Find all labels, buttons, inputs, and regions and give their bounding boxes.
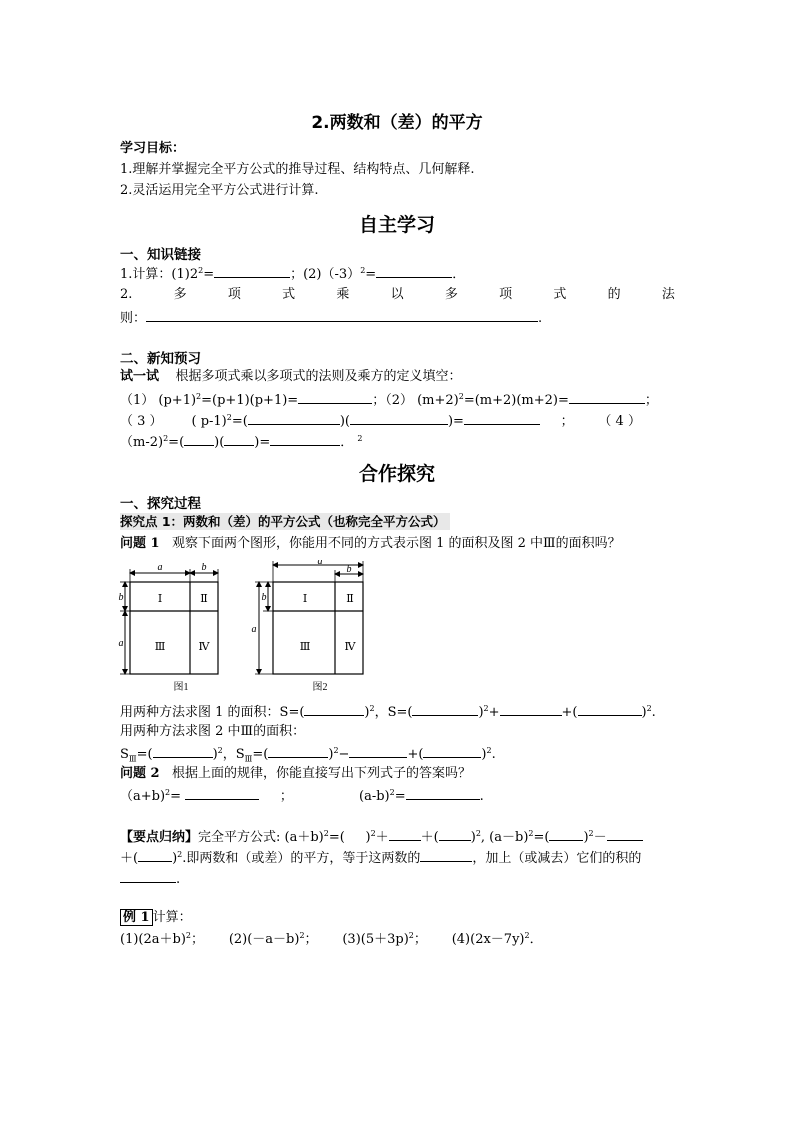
try-intro: 试一试 根据多项式乘以多项式的法则及乘方的定义填空：: [120, 369, 462, 384]
answer-blank[interactable]: [214, 265, 290, 278]
region-3: Ⅲ: [299, 641, 311, 653]
label-b: b: [261, 592, 267, 603]
goal-item-1: 1.理解并掌握完全平方公式的推导过程、结构特点、几何解释.: [120, 162, 475, 177]
answer-blank[interactable]: [406, 787, 480, 800]
region-1: Ⅰ: [302, 593, 308, 605]
label-a: a: [157, 562, 163, 573]
region-4: Ⅳ: [198, 641, 210, 653]
answer-blank[interactable]: [349, 745, 407, 758]
goal-item-2: 2.灵活运用完全平方公式进行计算.: [120, 183, 319, 198]
area-figures: [115, 560, 375, 700]
rule-question-line: 2. 多 项 式 乘 以 多 项 式 的 法: [120, 287, 675, 302]
label-a: a: [317, 560, 323, 567]
area-fig2-question: $S_Ⅲ=$( )$^2$，$S_Ⅲ=$( )$^2$− +( )$^2$.: [120, 746, 496, 764]
rule-question-answer: 则： .: [120, 311, 543, 326]
label-a: a: [251, 624, 257, 635]
answer-blank[interactable]: [420, 849, 472, 862]
answer-blank[interactable]: [500, 703, 562, 716]
answer-blank[interactable]: [248, 412, 340, 425]
answer-blank[interactable]: [389, 828, 421, 841]
figure-2: [252, 560, 364, 693]
answer-blank[interactable]: [224, 433, 254, 446]
answer-blank[interactable]: [120, 870, 176, 883]
explore-point-1: 探究点 1：两数和（差）的平方公式（也称完全平方公式）: [120, 514, 450, 531]
answer-blank[interactable]: [464, 412, 540, 425]
question-1: 问题 1 观察下面两个图形，你能用不同的方式表示图 1 的面积及图 2 中Ⅲ的面积吗？: [120, 536, 621, 551]
summary-line-1: 【要点归纳】完全平方公式: $(a+b)^2=$( )$^2$＋ ＋( )$^2$, $(a-b)^2=$( )$^2$－: [120, 828, 643, 846]
label-b: b: [201, 562, 207, 573]
label-b: b: [118, 592, 124, 603]
label-a: a: [118, 638, 124, 649]
answer-blank[interactable]: [350, 412, 448, 425]
answer-blank[interactable]: [153, 745, 213, 758]
region-3: Ⅲ: [154, 641, 166, 653]
example-1-items: $(1)(2a+b)^2$； $(2)(-a-b)^2$； $(3)(5+3p)^2$； $(4)(2x-7y)^2$．: [120, 931, 543, 947]
answer-blank[interactable]: [304, 703, 364, 716]
summary-line-2: ＋( )$^2$.即两数和（或差）的平方，等于这两数的 ，加上（或减去）它们的积的: [120, 850, 642, 866]
example-1-heading: 例 1 计算：: [120, 910, 192, 926]
try-line-2: （ 3 ） ( p-1)$^2$=( )( )= ； （ 4 ）: [120, 413, 641, 429]
question-2: 问题 2 根据上面的规律，你能直接写出下列式子的答案吗？: [120, 766, 471, 781]
region-2: Ⅱ: [200, 593, 208, 605]
answer-blank[interactable]: [146, 309, 538, 322]
example-label: 例 1: [120, 909, 153, 926]
region-2: Ⅱ: [346, 593, 354, 605]
knowledge-link-heading: 一、知识链接: [120, 247, 201, 263]
answer-blank[interactable]: [270, 433, 340, 446]
answer-blank[interactable]: [412, 703, 478, 716]
try-line-1: （1） $(p+1)^2=(p+1)(p+1)=$ ；（2） $(m+2)^2=(m+2)(m+2)=$ ；: [120, 392, 658, 408]
figure-1-caption: 图1: [173, 682, 189, 693]
section-title-cooperative: 合作探究: [358, 463, 435, 485]
answer-blank[interactable]: [569, 391, 645, 404]
figure-2-caption: 图2: [312, 682, 328, 693]
page-title: 2.两数和（差）的平方: [311, 113, 483, 133]
answer-blank[interactable]: [185, 787, 259, 800]
answer-blank[interactable]: [607, 828, 643, 841]
area-fig2-label: 用两种方法求图 2 中Ⅲ的面积：: [120, 724, 306, 739]
question-2-lines: （a+b)$^2$= ； $(a-b)^2=$ .: [120, 788, 484, 804]
answer-blank[interactable]: [423, 745, 481, 758]
answer-blank[interactable]: [184, 433, 214, 446]
region-1: Ⅰ: [157, 593, 163, 605]
preview-heading: 二、新知预习: [120, 351, 201, 367]
region-4: Ⅳ: [344, 641, 356, 653]
label-b: b: [346, 564, 352, 575]
answer-blank[interactable]: [138, 849, 172, 862]
answer-blank[interactable]: [549, 828, 583, 841]
try-line-3: （m-2)$^2$=( )( )= ． $^2$: [120, 434, 363, 450]
answer-blank[interactable]: [439, 828, 471, 841]
answer-blank[interactable]: [268, 745, 328, 758]
goals-heading: 学习目标：: [120, 141, 186, 156]
area-fig1-question: 用两种方法求图 1 的面积：S=( )$^2$，S=( )$^2$+ +( )$^2$.: [120, 704, 656, 720]
calc-question: 1.计算：$(1)2^2=$ ；$(2)(-3)^2=$ ．: [120, 266, 466, 282]
answer-blank[interactable]: [578, 703, 642, 716]
section-title-self-study: 自主学习: [358, 214, 435, 236]
figure-1: [119, 562, 219, 693]
summary-line-3: .: [120, 870, 180, 888]
answer-blank[interactable]: [298, 391, 372, 404]
explore-heading: 一、探究过程: [120, 496, 201, 512]
answer-blank[interactable]: [376, 265, 452, 278]
